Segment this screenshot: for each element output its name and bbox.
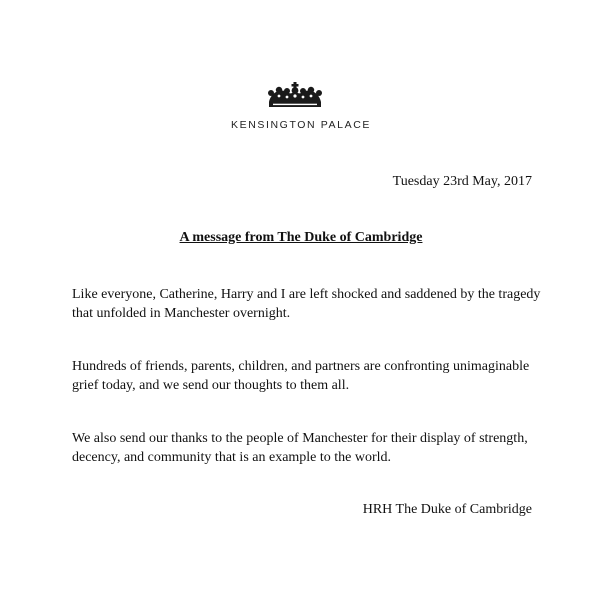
paragraph-line: decency, and community that is an example to the world. [72,450,392,465]
signature: HRH The Duke of Cambridge [362,502,532,517]
letter-heading: A message from The Duke of Cambridge [179,230,423,245]
paragraph-line: Hundreds of friends, parents, children, and partners are confronting unimaginable [72,359,530,374]
organization-name: KENSINGTON PALACE [230,119,371,131]
letter-date: Tuesday 23rd May, 2017 [392,174,532,189]
paragraph-line: that unfolded in Manchester overnight. [72,306,291,321]
paragraph-line: grief today, and we send our thoughts to them all. [72,378,350,393]
paragraph-3 [72,429,542,467]
paragraph-2 [72,357,542,395]
paragraph-line: We also send our thanks to the people of Manchester for their display of strength, [72,431,528,446]
royal-crown-icon [265,82,325,110]
paragraph-1 [72,285,542,323]
paragraph-line: Like everyone, Catherine, Harry and I are left shocked and saddened by the tragedy [72,287,541,302]
